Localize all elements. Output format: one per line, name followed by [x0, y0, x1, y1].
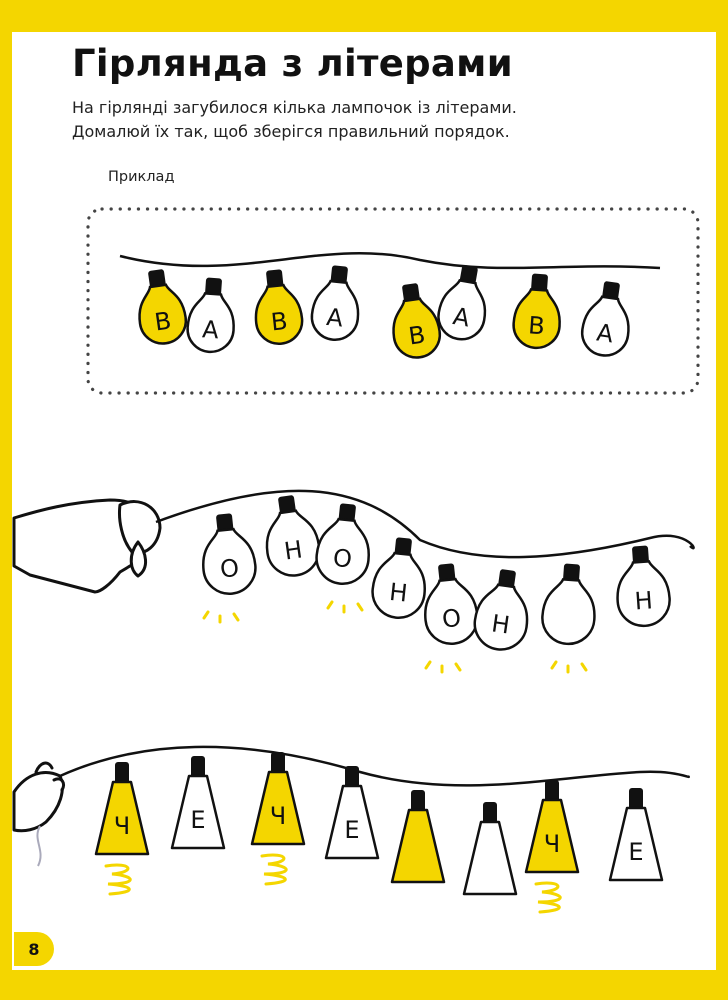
page-number: 8 [14, 932, 54, 966]
bulb-letter: Н [388, 577, 409, 608]
lamp-2 [172, 756, 224, 848]
bulb-3 [251, 268, 304, 346]
bulb-letter: А [594, 318, 616, 349]
instruction-line-1: На гірлянді загубилося кілька лампочок із літерами. [72, 98, 517, 117]
bulb-3 [314, 501, 374, 586]
instructions [72, 96, 672, 144]
lamp-7 [526, 780, 578, 872]
bulb-letter: В [269, 306, 289, 337]
row-task-1 [198, 492, 671, 672]
bulb-1 [133, 267, 189, 347]
bulb-7 [541, 562, 598, 645]
bulb-letter: В [527, 311, 546, 341]
glow-spring [106, 865, 130, 894]
bulb-6 [471, 566, 534, 652]
bulb-letter: А [325, 302, 345, 333]
bulb-letter: В [406, 320, 428, 351]
bulb-letter: Н [489, 609, 512, 640]
wire-example [120, 253, 660, 268]
lamp-letter: Ч [543, 830, 561, 858]
bulb-letter: Н [282, 535, 305, 566]
cat-claw-icon [14, 763, 64, 831]
bulb-5 [420, 561, 480, 646]
row-example [133, 262, 635, 360]
lamp-8 [610, 788, 662, 880]
lamp-3 [252, 752, 304, 844]
bulb-8 [614, 544, 671, 627]
bulb-letter: В [152, 306, 174, 337]
lamp-1 [96, 762, 148, 854]
lamp-letter: Е [628, 838, 644, 866]
instruction-line-2: Домалюй їх так, щоб зберігся правильний порядок. [72, 122, 510, 141]
glow-spring [536, 883, 560, 912]
bulb-4 [310, 264, 363, 342]
bulb-7 [512, 272, 563, 349]
lamp-letter: Ч [269, 802, 287, 830]
bulb-2 [260, 492, 323, 578]
cat-paw-icon [14, 500, 160, 592]
bulb-letter: О [218, 553, 241, 584]
bulb-4 [370, 535, 430, 620]
page-title: Гірлянда з літерами [72, 42, 513, 85]
example-label: Приклад [104, 169, 178, 185]
bulb-1 [198, 511, 258, 596]
cat-tail [37, 826, 40, 866]
bulb-letter: О [331, 543, 354, 574]
lamp-4 [326, 766, 378, 858]
wire-task-2 [60, 747, 689, 785]
glow-spring [262, 855, 286, 884]
bulb-6 [435, 262, 493, 343]
bulb-letter: А [450, 302, 472, 333]
lamp-letter: Ч [113, 812, 131, 840]
lamp-letter: Е [344, 816, 360, 844]
lamp-6 [464, 802, 516, 894]
bulb-letter: Н [633, 586, 654, 616]
bulb-2 [186, 276, 237, 353]
bulb-8 [579, 279, 635, 359]
lamp-5 [392, 790, 444, 882]
bulb-letter: О [440, 603, 463, 634]
bulb-letter: А [201, 315, 220, 345]
lamp-letter: Е [190, 806, 206, 834]
bulb-5 [387, 281, 443, 361]
